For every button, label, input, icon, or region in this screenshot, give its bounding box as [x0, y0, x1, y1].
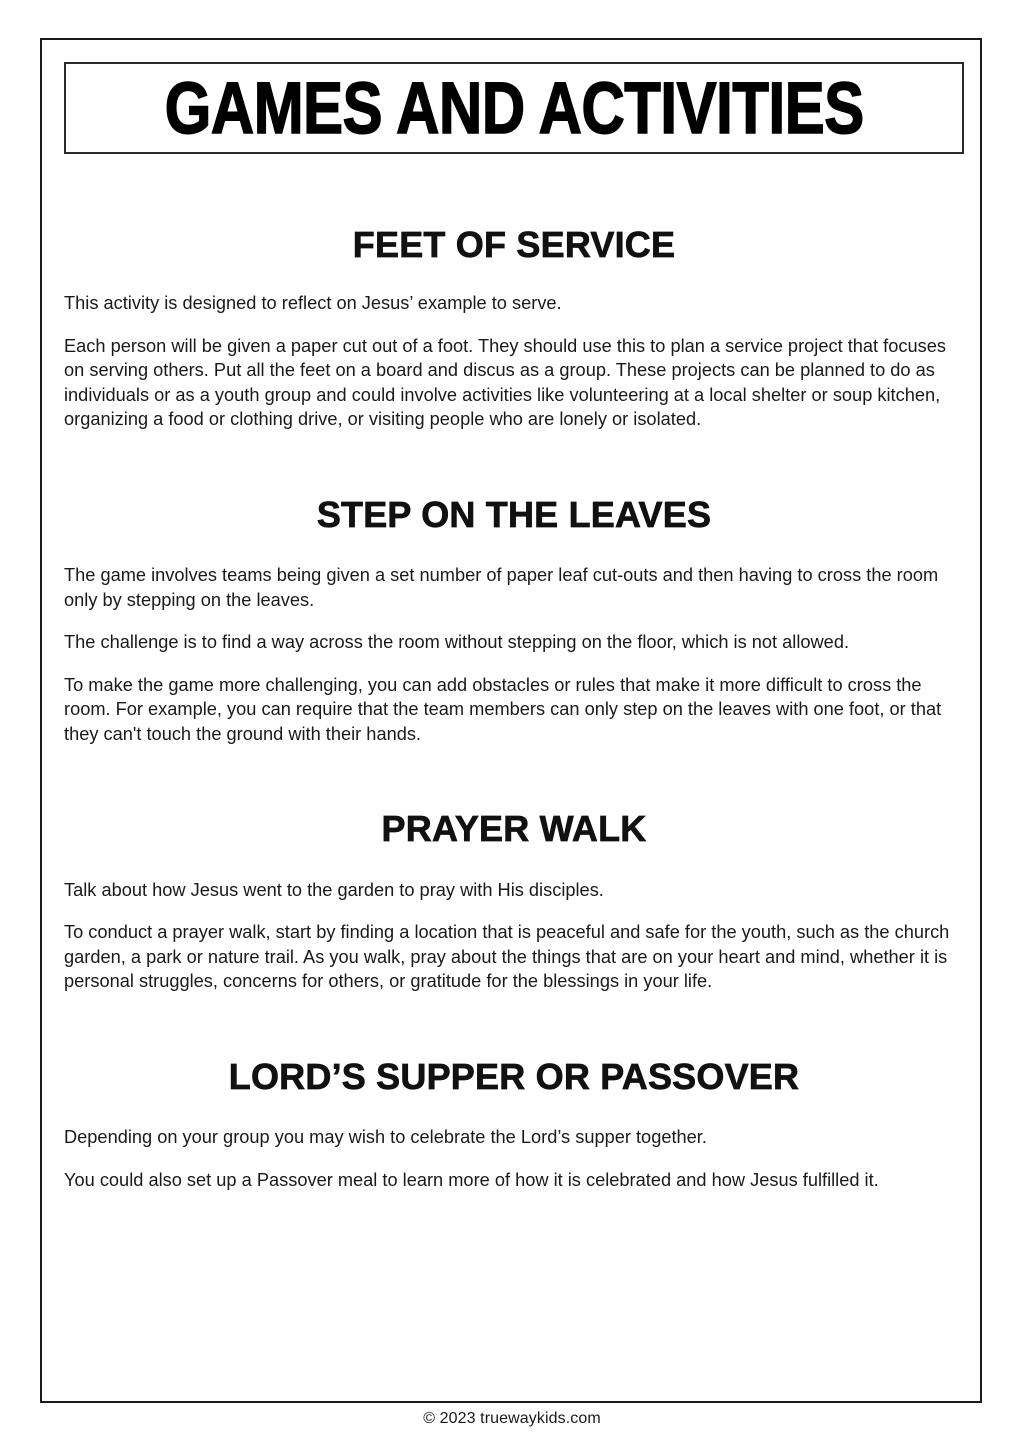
section-paragraph: To make the game more challenging, you can add obstacles or rules that make it more difficult to cross the room. For example, you can require that the team members can only step on the leaves with one foot, or that they can't touch the ground with their hands.: [64, 673, 942, 744]
spacer: [64, 170, 964, 224]
section-paragraph: Depending on your group you may wish to celebrate the Lord’s supper together.: [64, 1126, 707, 1148]
spacer: [64, 655, 964, 673]
page-footer: © 2023 truewaykids.com: [423, 1410, 601, 1427]
worksheet-content: [64, 170, 964, 1192]
spacer: [64, 850, 964, 878]
section-paragraph: Each person will be given a paper cut out of a foot. They should use this to plan a service project that focuses on serving others. Put all the feet on a board and discus as a group. These projects can be planned to do as individuals or as a youth group and could involve activities like volunteering at a local shelter or soup kitchen, organizing a food or clothing drive, or visiting people who are lonely or isolated.: [64, 334, 946, 430]
section-prayer-walk: [64, 808, 964, 993]
section-heading: LORD’S SUPPER OR PASSOVER: [228, 1055, 800, 1097]
spacer: [64, 746, 964, 808]
section-paragraph: You could also set up a Passover meal to learn more of how it is celebrated and how Jesus fulfilled it.: [64, 1168, 879, 1190]
spacer: [64, 902, 964, 920]
page-title: GAMES AND ACTIVITIES: [164, 67, 864, 149]
section-heading: STEP ON THE LEAVES: [316, 493, 712, 535]
spacer: [64, 432, 964, 494]
section-paragraph: The game involves teams being given a set number of paper leaf cut-outs and then having to cross the room only by stepping on the leaves.: [64, 564, 939, 610]
worksheet-page: [40, 38, 982, 1403]
spacer: [64, 1097, 964, 1125]
section-feet-of-service: [64, 224, 964, 432]
spacer: [64, 535, 964, 563]
section-lords-supper-or-passover: [64, 1056, 964, 1192]
section-heading: FEET OF SERVICE: [352, 224, 676, 265]
section-paragraph: This activity is designed to reflect on Jesus’ example to serve.: [64, 292, 562, 314]
page-title-box: [64, 62, 964, 154]
spacer: [64, 265, 964, 291]
spacer: [64, 994, 964, 1056]
section-paragraph: The challenge is to find a way across the room without stepping on the floor, which is not allowed.: [64, 631, 850, 653]
section-step-on-the-leaves: [64, 494, 964, 746]
section-paragraph: Talk about how Jesus went to the garden to pray with His disciples.: [64, 878, 604, 900]
spacer: [64, 612, 964, 630]
spacer: [64, 316, 964, 334]
section-heading: PRAYER WALK: [381, 808, 647, 850]
section-paragraph: To conduct a prayer walk, start by finding a location that is peaceful and safe for the youth, such as the church garden, a park or nature trail. As you walk, pray about the things that are on your heart and mind, whether it is personal struggles, concerns for others, or gratitude for the blessings in your life.: [64, 921, 950, 992]
spacer: [64, 1150, 964, 1168]
